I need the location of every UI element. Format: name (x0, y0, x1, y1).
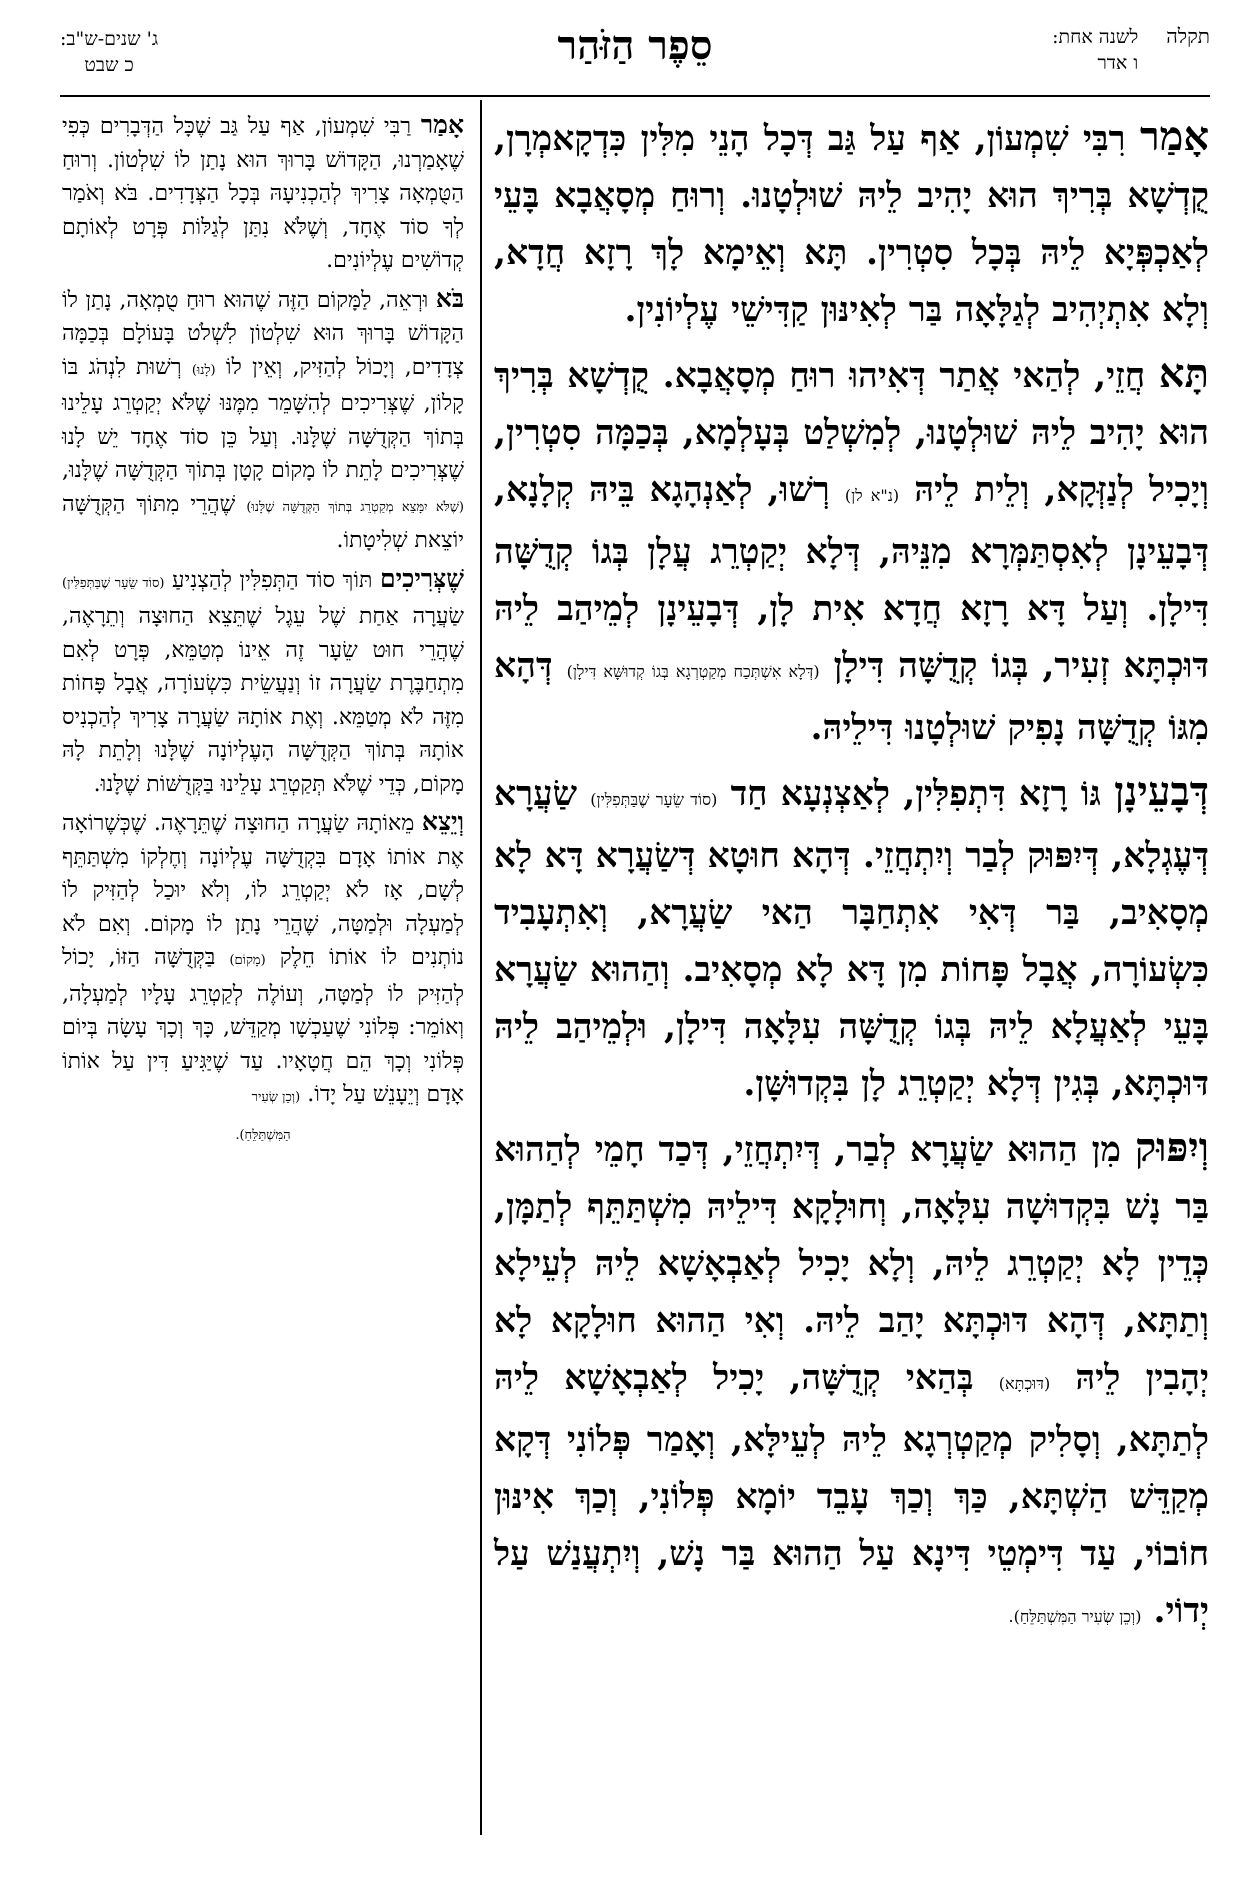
header-label: תקלה (1166, 24, 1210, 48)
main-p1-text: רִבִּי שִׁמְעוֹן, אַף עַל גַּב דְּכָל הָנֵי מִלִּין כִּדְקָאמְרָן, קֻדְשָׁא בְּרִיךְ הוּא יָהִיב לֵיהּ שׁוּלְטָנוּ. וְרוּחַ מְסָאֲבָא בָּעֵי לְאַכְפְּיָא לֵיהּ בְּכָל סִטְרִין. תָּא וְאֵימָא לָךְ רָזָא חֲדָא, וְלָא אִתְיְהִיב לְגַלָּאָה בַּר לְאִינּוּן קַדִּישֵׁי עֶלְיוֹנִין. (494, 119, 1209, 330)
side-s2-text: וּרְאֵה, לַמָּקוֹם הַזֶּה שֶׁהוּא רוּחַ טֻמְאָה, נָתַן לוֹ הַקָּדוֹשׁ בָּרוּךְ הוּא שִׁלְטוֹן לִשְׁלֹט בָּעוֹלָם בְּכַמָּה צְדָדִים, וְיָכוֹל לְהַזִּיק, וְאֵין לוֹ (62, 287, 464, 380)
page-header (60, 22, 1210, 92)
header-rule (60, 95, 1210, 97)
side-tail-note: הַמִּשְׁתַּלֵּחַ). (235, 1127, 291, 1143)
main-p3-text2: שַׂעֲרָא דְּעֶגְלָא, דְּיִפּוּק לְבַר וְיִתְחֲזֵי. דְּהָא חוּטָא דְּשַׂעֲרָא דָּא לָא מְסָאִיב, בַּר דְּאִי אִתְחַבָּר הַאי שַׂעֲרָא, וְאִתְעָבִיד כִּשְׂעוֹרָה, אֲבָל פָּחוֹת מִן דָּא לָא מְסָאִיב. וְהַהוּא שַׂעֲרָא בָּעֵי לְאַעֲלָא לֵיהּ בְּגוֹ קְדֻשָּׁה עִלָּאָה דִּילָן, וּלְמֵיהַב לֵיהּ דּוּכְתָּא, בְּגִין דְּלָא יְקַטְרֵג לָן בִּקְדוּשָּׁן. (494, 774, 1209, 1104)
header-schedule-left (60, 26, 158, 78)
main-p4-note: (דּוּכְתָּא) (998, 1374, 1051, 1393)
side-s2-note: (לָנוּ) (191, 362, 216, 378)
side-paragraph-1 (62, 108, 464, 278)
side-s3-text2: שַׂעֲרָה אַחַת שֶׁל עֵגֶל שֶׁתֵּצֵא הַחוּצָה וְתֵרָאֶה, שֶׁהֲרֵי חוּט שֵׂעָר זֶה אֵינוֹ מְטַמֵּא, פְּרָט לְאִם מִתְחַבֶּרֶת שַׂעֲרָה זוֹ וְנַעֲשֵׂית כִּשְׂעוֹרָה, אֲבָל פָּחוֹת מִזֶּה לֹא מְטַמֵּא. וְאֶת אוֹתָהּ שַׂעֲרָה צָרִיךְ לְהַכְנִיס אוֹתָהּ בְּתוֹךְ הַקְּדֻשָּׁה הָעֶלְיוֹנָה שֶׁלָּנוּ וְלָתֵת לָהּ מָקוֹם, כְּדֵי שֶׁלֹּא תְּקַטְרֵג עָלֵינוּ בַּקְּדֻשּׁוֹת שֶׁלָּנוּ. (62, 604, 464, 797)
main-p4-text: מִן הַהוּא שַׂעֲרָא לְבַר, דְּיִתְחֲזֵי, דְּכַד חָמֵי לְהַהוּא בַּר נָשׁ בִּקְדוּשָׁה עִלָּאָה, וְחוּלָקָא דִּילֵיהּ מִשְׁתַּתֵּף לְתַמָּן, כְּדֵין לָא יְקַטְרֵג לֵיהּ, וְלָא יָכִיל לְאַבְאָשָׁא לֵיהּ לְעֵילָא וְתַתָּא, דְּהָא דּוּכְתָּא יָהַב לֵיהּ. וְאִי הַהוּא חוּלָקָא לָא יְהָבִין לֵיהּ (494, 1130, 1209, 1398)
main-p4-end-note: (וְכֵן שְׂעִיר הַמִּשְׁתַּלֵּחַ). (1008, 1607, 1142, 1626)
side-s1-text: רַבִּי שִׁמְעוֹן, אַף עַל גַּב שֶׁכָּל הַדְּבָרִים כְּפִי שֶׁאָמַרְנוּ, הַקָּדוֹשׁ בָּרוּךְ הוּא נָתַן לוֹ שִׁלְטוֹן. וְרוּחַ הַטֻּמְאָה צָרִיךְ לְהַכְנִיעָהּ בְּכָל הַצְּדָדִים. בֹּא וְאֹמַר לְךָ סוֹד אֶחָד, וְשֶׁלֹּא נִתַּן לְגַלּוֹת פְּרָט לְאוֹתָם קְדוֹשִׁים עֶלְיוֹנִים. (62, 114, 464, 273)
side-s4-note: (מָקוֹם) (229, 953, 266, 968)
main-p3-lead: דְּבָעֵינָן (1114, 768, 1209, 815)
side-s3-lead: שֶׁצְּרִיכִים (379, 563, 464, 593)
main-paragraph-2 (494, 345, 1209, 757)
main-paragraph-3 (494, 763, 1209, 1113)
column-divider (480, 100, 482, 1835)
header-date-left: כ שבט (84, 54, 134, 76)
side-paragraph-2 (62, 282, 464, 558)
side-s3-note: (סוֹד שֵׂעָר שֶׁבַּתְּפִלִּין) (62, 575, 165, 591)
main-p4-text2: בְּהַאי קְדֻשָּׁה, יָכִיל לְאַבְאָשָׁא לֵיהּ לְתַתָּא, וְסָלִיק מְקַטְרְגָא לֵיהּ לְעֵילָּא, וְאָמַר פְּלוֹנִי דְּקָא מְקַדֵּשׁ הַשְׁתָּא, כַּךְ וְכַךְ עָבֵד יוֹמָא פְּלוֹנִי, וְכַךְ אִינּוּן חוֹבוֹי, עַד דִּימְטֵי דִּינָא עַל הַהוּא בַּר נָשׁ, וְיִתְעֲנַשׁ עַל יְדוֹי. (494, 1358, 1209, 1631)
side-s2-text2: רְשׁוּת לִנְהֹג בּוֹ קָלוֹן, שֶׁצְּרִיכִים לְהִשָּׁמֵר מִמֶּנּוּ שֶׁלֹּא יְקַטְרֵג עָלֵינוּ בְּתוֹךְ הַקְּדֻשָּׁה שֶׁלָּנוּ. וְעַל כֵּן סוֹד אֶחָד יֵשׁ לָנוּ שֶׁצְּרִיכִים לָתֵת לוֹ מָקוֹם קָטָן בְּתוֹךְ הַקְּדֻשָּׁה שֶׁלָּנוּ, (62, 354, 464, 483)
side-s3-text: תּוֹךְ סוֹד הַתְּפִלִּין לְהַצְנִיעַ (172, 567, 380, 593)
side-s4-note2: (וְכֵן שְׂעִיר (251, 1090, 301, 1105)
side-s2-lead: בֹּא (435, 283, 464, 313)
main-paragraph-1 (494, 108, 1209, 339)
main-p2-note2: (דְּלָא אִשְׁתְּכַח מְקַטְרְגָא בְּגוֹ קְדוּשָּׁא דִּילָן) (566, 662, 820, 681)
side-s4-lead: וְיֵצֵא (421, 807, 464, 836)
main-p3-note: (סוֹד שֵׂעָר שֶׁבַּתְּפִלִּין) (590, 790, 718, 809)
main-paragraph-4 (494, 1119, 1209, 1645)
hebrew-translation-column (62, 108, 464, 1838)
main-p2-text2: רְשׁוּ, לְאַנְהָגָא בֵּיהּ קְלָנָא, דְּבָעֵינָן לְאִסְתַּמְּרָא מִנֵּיהּ, דְּלָא יְקַטְרֵג עֲלָן בְּגוֹ קְדֻשָּׁה דִּילָן. וְעַל דָּא רָזָא חֲדָא אִית לָן, דְּבָעֵינָן לְמֵיהַב לֵיהּ דּוּכְתָּא זְעִיר, בְּגוֹ קְדֻשָּׁה דִּילָן (494, 470, 1209, 686)
main-p1-lead: אָמַר (1139, 113, 1209, 160)
aramaic-column (494, 108, 1209, 1838)
main-p2-text3: דְּהָא מִגּוֹ קְדֻשָּׁה נָפִיק שׁוּלְטָנוּ דִּילֵיהּ. (494, 646, 1209, 748)
main-p2-text: חֲזֵי, לְהַאי אֲתַר דְּאִיהוּ רוּחַ מְסָאֲבָא. קֻדְשָׁא בְּרִיךְ הוּא יָהִיב לֵיהּ שׁוּלְטָנוּ, לְמִשְׁלַט בְּעָלְמָא, בְּכַמָּה סִטְרִין, וְיָכִיל לְנַזְּקָא, וְלֵית לֵיהּ (494, 356, 1210, 510)
side-s2-text3: שֶׁהֲרֵי מִתּוֹךְ הַקְּדֻשָּׁה יוֹצֵאת שְׁלִיטָתוֹ. (62, 491, 464, 553)
side-s4-text2: בַּקְּדֻשָּׁה הַזּוֹ, יָכוֹל לְהַזִּיק לוֹ לְמַטָּה, וְעוֹלֶה לְקַטְרֵג עָלָיו לְמַעְלָה, וְאוֹמֵר: פְּלוֹנִי שֶׁעַכְשָׁו מְקַדֵּשׁ, כָּךְ וְכָךְ עָשָׂה בְּיוֹם פְּלוֹנִי וְכָךְ הֵם חֲטָאָיו. עַד שֶׁיַּגִּיעַ דִּין עַל אוֹתוֹ אָדָם וְיֵעָנֵשׁ עַל יָדוֹ. (62, 945, 464, 1107)
main-p2-lead: תָּא (1158, 350, 1209, 397)
book-title: סֵפֶר הַזֹּהַר (557, 22, 713, 69)
main-p3-text: גּוֹ רָזָא דִּתְפִלִּין, לְאַצְנְעָא חַד (730, 774, 1115, 814)
side-paragraph-3 (62, 562, 464, 802)
side-s4-text: מֵאוֹתָהּ שַׂעֲרָה הַחוּצָה שֶׁתֵּרָאֶה. שֶׁכְּשֶׁרוֹאָה אֶת אוֹתוֹ אָדָם בִּקְדֻשָּׁה עֶלְיוֹנָה וְחֶלְקוֹ מִשְׁתַּתֵּף לְשָׁם, אָז לֹא יְקַטְרֵג לוֹ, וְלֹא יוּכַל לְהַזִּיק לוֹ לְמַעְלָה וּלְמַטָּה, שֶׁהֲרֵי נָתַן לוֹ מָקוֹם. וְאִם לֹא נוֹתְנִים לוֹ אוֹתוֹ חֵלֶק (62, 811, 464, 970)
main-p4-lead: וְיִפּוּק (1134, 1124, 1209, 1171)
header-date-right: ו אדר (1097, 52, 1139, 74)
side-s1-lead: אָמַר (420, 110, 464, 139)
header-year-label: לשנה אחת: (1052, 26, 1139, 48)
side-paragraph-4 (62, 805, 464, 1115)
main-p2-note1: (נ"א לן) (844, 486, 900, 505)
header-years-left: ג' שנים-ש"ב: (60, 28, 159, 50)
side-s2-note2: (שֶׁלֹּא יִמָּצֵא מְקַטְרֵג בְּתוֹךְ הַקְּדֻשָּׁה שֶׁלָּנוּ) (246, 499, 464, 515)
